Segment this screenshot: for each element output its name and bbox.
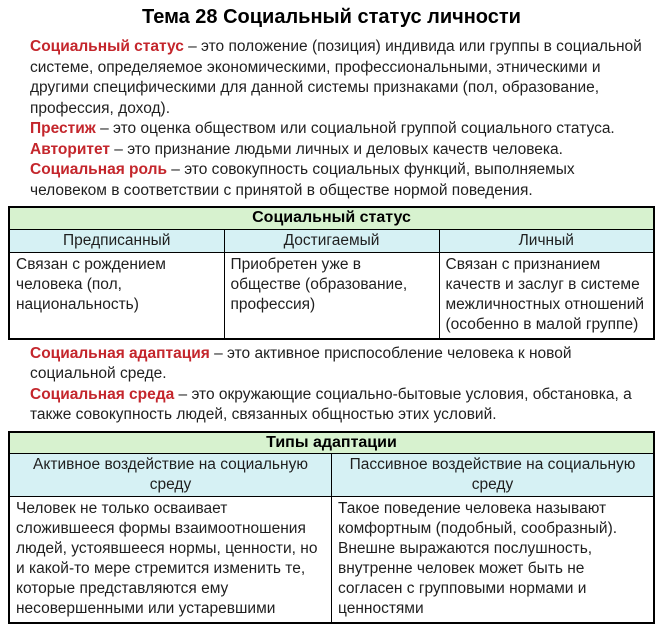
definition-authority-text: – это признание людьми личных и деловых качеств человека. — [114, 140, 563, 158]
page-title: Тема 28 Социальный статус личности — [142, 6, 521, 28]
term-social-status: Социальный статус — [30, 38, 184, 55]
column-header-personal: Личный — [439, 229, 654, 252]
definition-prestige-text: – это оценка обществом или социальной группой социального статуса. — [100, 120, 615, 137]
social-status-table-title-row — [9, 207, 654, 229]
definition-social-status — [0, 37, 663, 119]
adaptation-table-header-row — [9, 454, 654, 497]
social-status-table-title: Социальный статус — [9, 207, 654, 229]
adaptation-table-body-row — [9, 497, 654, 624]
column-header-achieved: Достигаемый — [224, 229, 439, 252]
column-header-passive-influence: Пассивное воздействие на социальную среду — [332, 454, 655, 497]
definition-authority — [0, 140, 663, 161]
definition-social-environment-text: – это окружающие социально-бытовые условия, обстановка, а также совокупность людей, связанных общностью этих условий. — [30, 385, 632, 423]
definition-social-adaptation — [0, 344, 663, 385]
cell-prescribed: Связан с рождением человека (пол, национальность) — [9, 252, 224, 339]
column-header-prescribed: Предписанный — [9, 229, 224, 252]
social-status-table-header-row — [9, 229, 654, 252]
cell-active-influence: Человек не только осваивает сложившееся формы взаимоотношения людей, устоявшееся нормы, ценности, но и какой-то мере стремится изменить те, которые представляются ему несовершенными или устаревшими — [9, 497, 332, 624]
social-status-table — [8, 206, 655, 340]
term-social-role: Социальная роль — [30, 161, 167, 178]
definition-social-status-text: – это положение (позиция) индивида или группы в социальной системе, определяемое экономическими, профессиональными, этническими и другими специфическими для данной системы признаками (пол, образование, профессия, доход). — [30, 38, 642, 117]
term-social-environment: Социальная среда — [30, 385, 175, 403]
definition-social-role-text: – это совокупность социальных функций, выполняемых человеком в соответствии с принятой в обществе нормой поведения. — [30, 161, 575, 199]
adaptation-types-table — [8, 431, 655, 625]
definition-prestige — [0, 119, 663, 140]
definition-social-adaptation-text: – это активное приспособление человека к новой социальной среде. — [30, 344, 572, 382]
social-status-table-body-row — [9, 252, 654, 339]
term-authority: Авторитет — [30, 140, 110, 158]
term-prestige: Престиж — [30, 120, 96, 137]
adaptation-table-title: Типы адаптации — [9, 432, 654, 454]
adaptation-table-title-row — [9, 432, 654, 454]
cell-personal: Связан с признанием качеств и заслуг в системе межличностных отношений (особенно в малой группе) — [439, 252, 654, 339]
term-social-adaptation: Социальная адаптация — [30, 344, 210, 362]
definition-social-environment — [0, 385, 663, 426]
column-header-active-influence: Активное воздействие на социальную среду — [9, 454, 332, 497]
cell-achieved: Приобретен уже в обществе (образование, профессия) — [224, 252, 439, 339]
cell-passive-influence: Такое поведение человека называют комфортным (подобный, сообразный). Внешне выражаются послушность, внутренне человек может быть не согласен с групповыми нормами и ценностями — [332, 497, 655, 624]
definition-social-role — [0, 160, 663, 201]
